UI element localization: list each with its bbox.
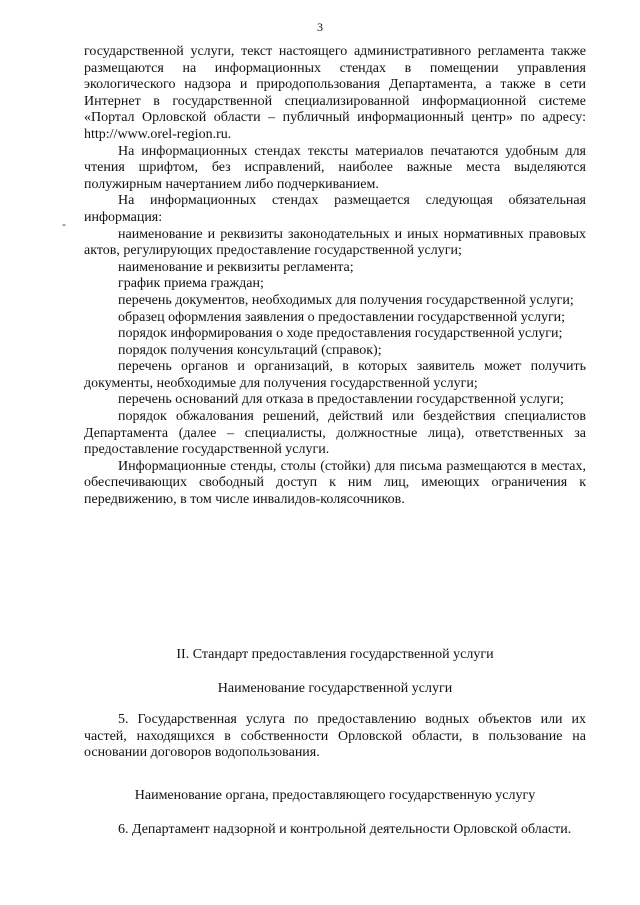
item-5-block [84,712,586,762]
list-item: график приема граждан; [118,276,264,292]
margin-mark: - [62,217,66,231]
section-heading: II. Стандарт предоставления государственной услуги [176,647,494,662]
sub-heading-authority: Наименование органа, предоставляющего государственную услугу [134,788,536,803]
sub-heading-service-name: Наименование государственной услуги [217,681,453,696]
paragraph: государственной услуги, текст настоящего административного регламента также размещаются на информационных стендах в помещении управления экологического надзора и природопользования Департамента, а также в сети Интернет в государственной специализированной информационной системе «Портал Орловской области – публичный информационный центр» по адресу: http://www.orel-region.ru. [84,44,586,142]
item-6-block [84,822,586,839]
list-item: порядок получения консультаций (справок); [118,342,382,358]
item-6-text: 6. Департамент надзорной и контрольной деятельности Орловской области. [118,822,572,837]
list-item: порядок информирования о ходе предоставления государственной услуги; [118,326,563,342]
list-item: порядок обжалования решений, действий или бездействия специалистов Департамента (далее – специалисты, должностные лица), ответственных за предоставление государственной услуги. [84,409,586,458]
list-item: образец оформления заявления о предоставлении государственной услуги; [118,309,566,325]
paragraph: На информационных стендах размещается следующая обязательная информация: [84,193,586,225]
page-number: 3 [317,20,323,34]
item-5-text: 5. Государственная услуга по предоставлению водных объектов или их частей, находящихся в собственности Орловской области, в пользование на основании договоров водопользования. [84,712,586,761]
paragraph: На информационных стендах тексты материалов печатаются удобным для чтения шрифтом, без исправлений, наиболее важные места выделяются полужирным начертанием либо подчеркиванием. [84,143,586,192]
list-item: наименование и реквизиты регламента; [118,259,354,275]
list-item: перечень документов, необходимых для получения государственной услуги; [118,292,574,308]
paragraph: Информационные стенды, столы (стойки) для письма размещаются в местах, обеспечивающих свободный доступ к ним лиц, имеющих ограничения к передвижению, в том числе инвалидов-колясочников. [84,458,586,508]
list-item: наименование и реквизиты законодательных и иных нормативных правовых актов, регулирующих предоставление государственной услуги; [84,226,586,259]
body-text [84,44,586,509]
list-item: перечень органов и организаций, в которых заявитель может получить документы, необходимые для получения государственной услуги; [84,359,586,391]
list-item: перечень оснований для отказа в предоставлении государственной услуги; [118,392,564,408]
